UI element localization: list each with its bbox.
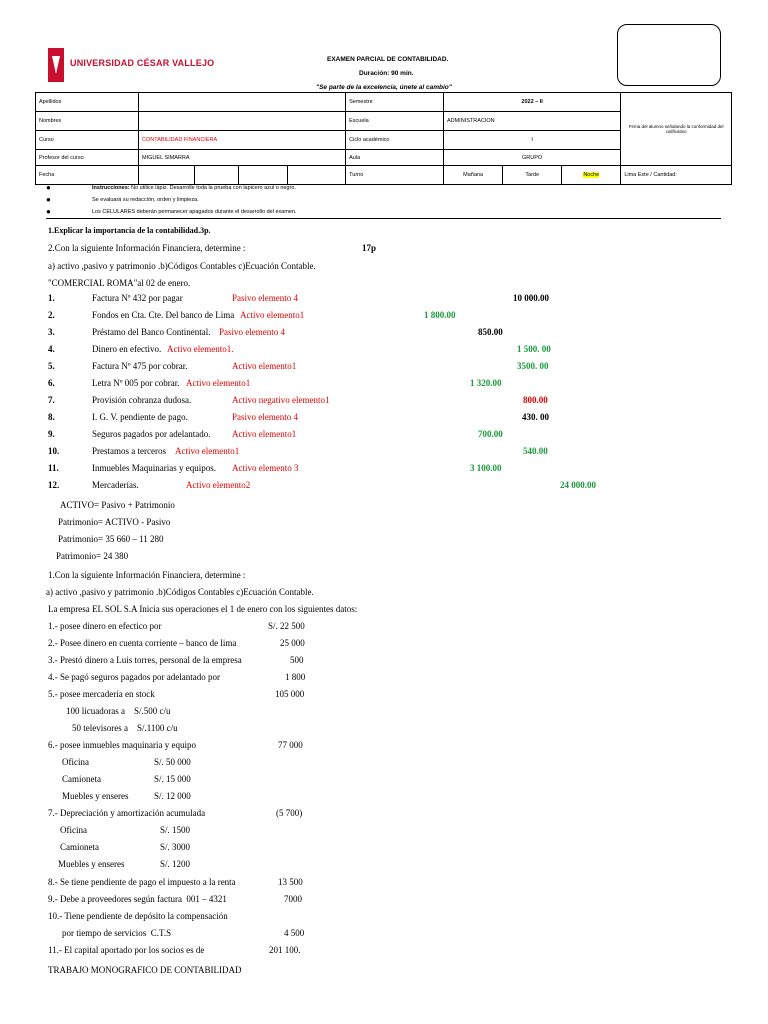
q3-line-text: 7.- Depreciación y amortización acumulada — [48, 808, 206, 818]
item-classification: Activo elemento1 — [232, 361, 297, 371]
apellidos-label: Apellidos — [36, 93, 139, 112]
equation-4: Patrimonio= 24 380 — [56, 551, 129, 561]
item-description: Prestamos a terceros — [92, 446, 166, 456]
instruction-3: Los CELULARES deberán permanecer apagados durante el desarrollo del examen. — [92, 209, 297, 215]
apellidos-field[interactable] — [139, 93, 346, 112]
item-classification: Activo elemento1 — [186, 378, 251, 388]
q3-line-value: S/. 22 500 — [268, 621, 305, 631]
q3-line-amount: 500 — [290, 655, 304, 665]
bullet-icon: ● — [46, 195, 51, 204]
profesor-value: MIGUEL SIMARRA — [139, 150, 346, 166]
q3-line-amount: 105 000 — [275, 689, 305, 699]
q3-line-text: 10.- Tiene pendiente de depósito la compensación — [48, 911, 228, 921]
item-amount: 1 800.00 — [424, 310, 456, 320]
turno-tarde[interactable]: Tarde — [503, 166, 562, 185]
question-3-title: 1.Con la siguiente Información Financiera, determine : — [48, 570, 246, 580]
q3-line-text: 11.- El capital aportado por los socios es de — [48, 945, 205, 955]
university-name: UNIVERSIDAD CÉSAR VALLEJO — [70, 58, 215, 68]
q3-line-amount: (5 700) — [276, 808, 303, 818]
q3-line-value: S/. 12 000 — [154, 791, 191, 801]
q3-line-text: 9.- Debe a proveedores según factura 001 – 4321 — [48, 894, 227, 904]
item-classification: Activo elemento1. — [167, 344, 234, 354]
divider — [46, 218, 721, 219]
item-amount: 540.00 — [523, 446, 548, 456]
item-description: Fondos en Cta. Cte. Del banco de Lima — [92, 310, 235, 320]
q3-line-text: 1.- posee dinero en efectico por — [48, 621, 162, 631]
q3-line-text: Oficina — [60, 825, 87, 835]
escuela-label: Escuela — [346, 112, 444, 131]
item-classification: Pasivo elemento 4 — [232, 293, 298, 303]
q3-line-text: por tiempo de servicios C.T.S — [62, 928, 172, 938]
item-number: 5. — [48, 361, 55, 371]
item-number: 8. — [48, 412, 55, 422]
exam-duration: Duración: 90 min. — [359, 70, 414, 77]
bullet-icon: ● — [46, 207, 51, 216]
semestre-value: 2022 – II — [443, 93, 620, 112]
logo-v-mark — [52, 56, 60, 74]
semestre-label: Semestre — [346, 93, 444, 112]
q3-line-text: Camioneta — [60, 842, 99, 852]
q3-line-text: 3.- Prestó dinero a Luis torres, personal de la empresa — [48, 655, 242, 665]
item-number: 12. — [48, 480, 60, 490]
bullet-icon: ● — [46, 183, 51, 192]
item-classification: Activo elemento1 — [240, 310, 305, 320]
q3-line-text: 100 licuadoras a S/.500 c/u — [66, 706, 171, 716]
item-amount: 1 320.00 — [470, 378, 502, 388]
question-2-title: 2.Con la siguiente Información Financiera, determine : — [48, 243, 246, 253]
item-description: Provisión cobranza dudosa. — [92, 395, 192, 405]
item-classification: Activo elemento1 — [175, 446, 240, 456]
item-amount: 430. 00 — [522, 412, 549, 422]
fecha-year[interactable] — [238, 166, 287, 185]
item-description: Préstamo del Banco Continental. — [92, 327, 211, 337]
item-description: Factura Nº 475 por cobrar. — [92, 361, 188, 371]
item-description: Seguros pagados por adelantado. — [92, 429, 211, 439]
item-number: 7. — [48, 395, 55, 405]
question-3-subtitle: a) activo ,pasivo y patrimonio .b)Códigos Contables c)Ecuación Contable. — [46, 587, 314, 597]
question-1: 1.Explicar la importancia de la contabilidad.3p. — [48, 226, 211, 235]
item-number: 9. — [48, 429, 55, 439]
item-amount: 850.00 — [478, 327, 503, 337]
item-number: 3. — [48, 327, 55, 337]
item-number: 4. — [48, 344, 55, 354]
profesor-label: Profesor del curso — [36, 150, 139, 166]
equation-1: ACTIVO= Pasivo + Patrimonio — [60, 500, 175, 510]
turno-noche[interactable] — [562, 166, 621, 185]
company-name: "COMERCIAL ROMA"al 02 de enero. — [48, 278, 191, 288]
q3-line-text: 6.- posee inmuebles maquinaria y equipo — [48, 740, 196, 750]
q3-line-text: 50 televisores a S/.1100 c/u — [72, 723, 178, 733]
item-classification: Activo negativo elemento1 — [232, 395, 330, 405]
equation-3: Patrimonio= 35 660 – 11 280 — [58, 534, 164, 544]
item-classification: Pasivo elemento 4 — [232, 412, 298, 422]
q3-line-amount: 7000 — [284, 894, 302, 904]
item-amount: 1 500. 00 — [517, 344, 551, 354]
q3-line-value: S/. 3000 — [160, 842, 191, 852]
q3-line-amount: 77 000 — [278, 740, 303, 750]
q3-line-amount: 4 500 — [284, 928, 305, 938]
item-amount: 700.00 — [478, 429, 503, 439]
item-classification: Activo elemento2 — [186, 480, 251, 490]
instruction-2: Se evaluará su redacción, orden y limpieza. — [92, 197, 199, 203]
escuela-value: ADMINISTRACION — [443, 112, 620, 131]
item-description: Factura Nº 432 por pagar — [92, 293, 183, 303]
item-number: 11. — [48, 463, 59, 473]
nombres-label: Nombres — [36, 112, 139, 131]
q3-line-amount: 201 100. — [269, 945, 301, 955]
q3-line-amount: 25 000 — [280, 638, 305, 648]
q3-line-amount: 1 800 — [285, 672, 306, 682]
q3-line-value: S/. 1500 — [160, 825, 191, 835]
grade-box — [617, 24, 721, 86]
item-description: I. G. V. pendiente de pago. — [92, 412, 188, 422]
q3-line-value: S/. 1200 — [160, 859, 191, 869]
q3-line-text: 2.- Posee dinero en cuenta corriente – banco de lima — [48, 638, 237, 648]
q3-line-value: S/. 15 000 — [154, 774, 191, 784]
lima-label: Lima Este / Cantidad: — [621, 166, 732, 185]
question-3-intro: La empresa EL SOL S.A Inicia sus operaciones el 1 de enero con los siguientes datos: — [48, 604, 358, 614]
q3-line-value: S/. 50 000 — [154, 757, 191, 767]
exam-title: EXAMEN PARCIAL DE CONTABILIDAD. — [327, 56, 449, 63]
q3-line-text: 8.- Se tiene pendiente de pago el impuesto a la renta — [48, 877, 236, 887]
item-number: 10. — [48, 446, 60, 456]
item-number: 2. — [48, 310, 55, 320]
item-classification: Activo elemento1 — [232, 429, 297, 439]
grupo-value: GRUPO — [443, 150, 620, 166]
item-description: Dinero en efectivo. — [92, 344, 162, 354]
q3-line-text: Camioneta — [62, 774, 101, 784]
item-amount: 24 000.00 — [560, 480, 596, 490]
exam-motto: "Se parte de la excelencia, únete al cambio" — [316, 84, 452, 91]
nombres-field[interactable] — [139, 112, 346, 131]
instruction-1: Instrucciones: No utilice lápiz. Desarrolle toda la prueba con lapicero azul o negro. — [92, 185, 296, 191]
student-info-table — [35, 92, 732, 185]
item-classification: Pasivo elemento 4 — [219, 327, 285, 337]
turno-manana[interactable]: Mañana — [443, 166, 502, 185]
q3-line-text: Muebles y enseres — [62, 791, 129, 801]
item-amount: 3500. 00 — [517, 361, 549, 371]
question-2-subtitle: a) activo ,pasivo y patrimonio .b)Códigos Contables c)Ecuación Contable. — [48, 261, 316, 271]
curso-label: Curso — [36, 131, 139, 150]
item-amount: 10 000.00 — [513, 293, 549, 303]
q3-line-text: 5.- posee mercadería en stock — [48, 689, 155, 699]
item-description: Letra Nº 005 por cobrar. — [92, 378, 180, 388]
item-classification: Activo elemento 3 — [232, 463, 299, 473]
question-2-points: 17p — [362, 243, 377, 253]
fecha-day[interactable] — [139, 166, 195, 185]
fecha-month[interactable] — [194, 166, 238, 185]
item-number: 1. — [48, 293, 55, 303]
ciclo-label: Ciclo académico — [346, 131, 444, 150]
item-description: Inmuebles Maquinarias y equipos. — [92, 463, 216, 473]
turno-label: Turno — [346, 166, 444, 185]
q3-line-text: Muebles y enseres — [58, 859, 125, 869]
q3-line-amount: 13 500 — [278, 877, 303, 887]
curso-value: CONTABILIDAD FINANCIERA — [139, 131, 346, 150]
item-description: Mercaderías. — [92, 480, 139, 490]
firma-cell: Firma del alumno señalando la conformidad del calificativo — [621, 93, 732, 166]
equation-2: Patrimonio= ACTIVO - Pasivo — [58, 517, 171, 527]
item-number: 6. — [48, 378, 55, 388]
aula-label: Aula — [346, 150, 444, 166]
fecha-extra[interactable] — [287, 166, 345, 185]
q3-line-text: 4.- Se pagó seguros pagados por adelantado por — [48, 672, 220, 682]
fecha-label: Fecha — [36, 166, 139, 185]
item-amount: 800.00 — [523, 395, 548, 405]
item-amount: 3 100.00 — [470, 463, 502, 473]
footer-title: TRABAJO MONOGRAFICO DE CONTABILIDAD — [48, 965, 242, 975]
turno-noche-label: Noche — [583, 172, 600, 178]
ciclo-value: I — [443, 131, 620, 150]
q3-line-text: Oficina — [62, 757, 89, 767]
